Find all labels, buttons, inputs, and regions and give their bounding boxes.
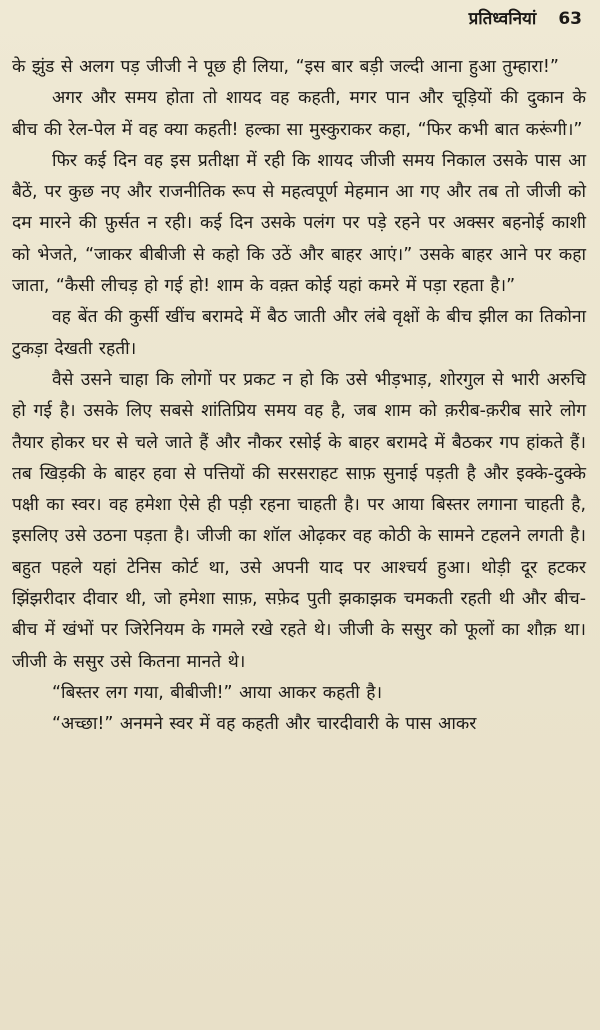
paragraph: फिर कई दिन वह इस प्रतीक्षा में रही कि शायद जीजी समय निकाल उसके पास आ बैठें, पर कुछ नए और राजनीतिक रूप से महत्वपूर्ण मेहमान आ गए और तब तो जीजी को दम मारने की फ़ुर्सत न रही। कई दिन उसके पलंग पर पड़े रहने पर अक्सर बहनोई काशी को भेजते, “जाकर बीबीजी से कहो कि उठें और बाहर आएं।” उसके बाहर आने पर कहा जाता, “कैसी लीचड़ हो गई हो! शाम के वक़्त कोई यहां कमरे में पड़ा रहता है।” xyxy=(12,150,586,297)
paragraph: अगर और समय होता तो शायद वह कहती, मगर पान और चूड़ियों की दुकान के बीच की रेल-पेल में वह क्या कहती! हल्का सा मुस्कुराकर कहा, “फिर कभी बात करूंगी।” xyxy=(12,88,586,140)
paragraph: वह बेंत की कुर्सी खींच बरामदे में बैठ जाती और लंबे वृक्षों के बीच झील का तिकोना टुकड़ा देखती रहती। xyxy=(12,307,586,359)
body-text xyxy=(12,52,586,741)
paragraph: “अच्छा!” अनमने स्वर में वह कहती और चारदीवारी के पास आकर xyxy=(52,714,477,735)
running-header xyxy=(12,6,586,34)
paragraph: “बिस्तर लग गया, बीबीजी!” आया आकर कहती है। xyxy=(52,682,383,703)
page-number: 63 xyxy=(558,9,582,29)
running-title: प्रतिध्वनियां xyxy=(468,9,537,29)
paragraph: के झुंड से अलग पड़ जीजी ने पूछ ही लिया, “इस बार बड़ी जल्दी आना हुआ तुम्हारा!” xyxy=(12,57,559,77)
paragraph: वैसे उसने चाहा कि लोगों पर प्रकट न हो कि उसे भीड़भाड़, शोरगुल से भारी अरुचि हो गई है। उसके लिए सबसे शांतिप्रिय समय वह है, जब शाम को क़रीब-क़रीब सारे लोग तैयार होकर घर से चले जाते हैं और नौकर रसोई के बाहर बरामदे में बैठकर गप हांकते हैं। तब खिड़की के बाहर हवा से पत्तियों की सरसराहट साफ़ सुनाई पड़ती है और इक्के-दुक्के पक्षी का स्वर। वह हमेशा ऐसे ही पड़ी रहना चाहती है। पर आया बिस्तर लगाना चाहती है, इसलिए उसे उठना पड़ता है। जीजी का शॉल ओढ़कर वह कोठी के सामने टहलने लगती है। बहुत पहले यहां टेनिस कोर्ट था, उसे अपनी याद पर आश्चर्य हुआ। थोड़ी दूर हटकर झिंझरीदार दीवार थी, जो हमेशा साफ़, सफ़ेद पुती झकाझक चमकती रहती थी और बीच-बीच में खंभों पर जिरेनियम के गमले रखे रहते थे। जीजी के ससुर को फूलों का शौक़ था। जीजी के ससुर उसे कितना मानते थे। xyxy=(12,369,586,672)
